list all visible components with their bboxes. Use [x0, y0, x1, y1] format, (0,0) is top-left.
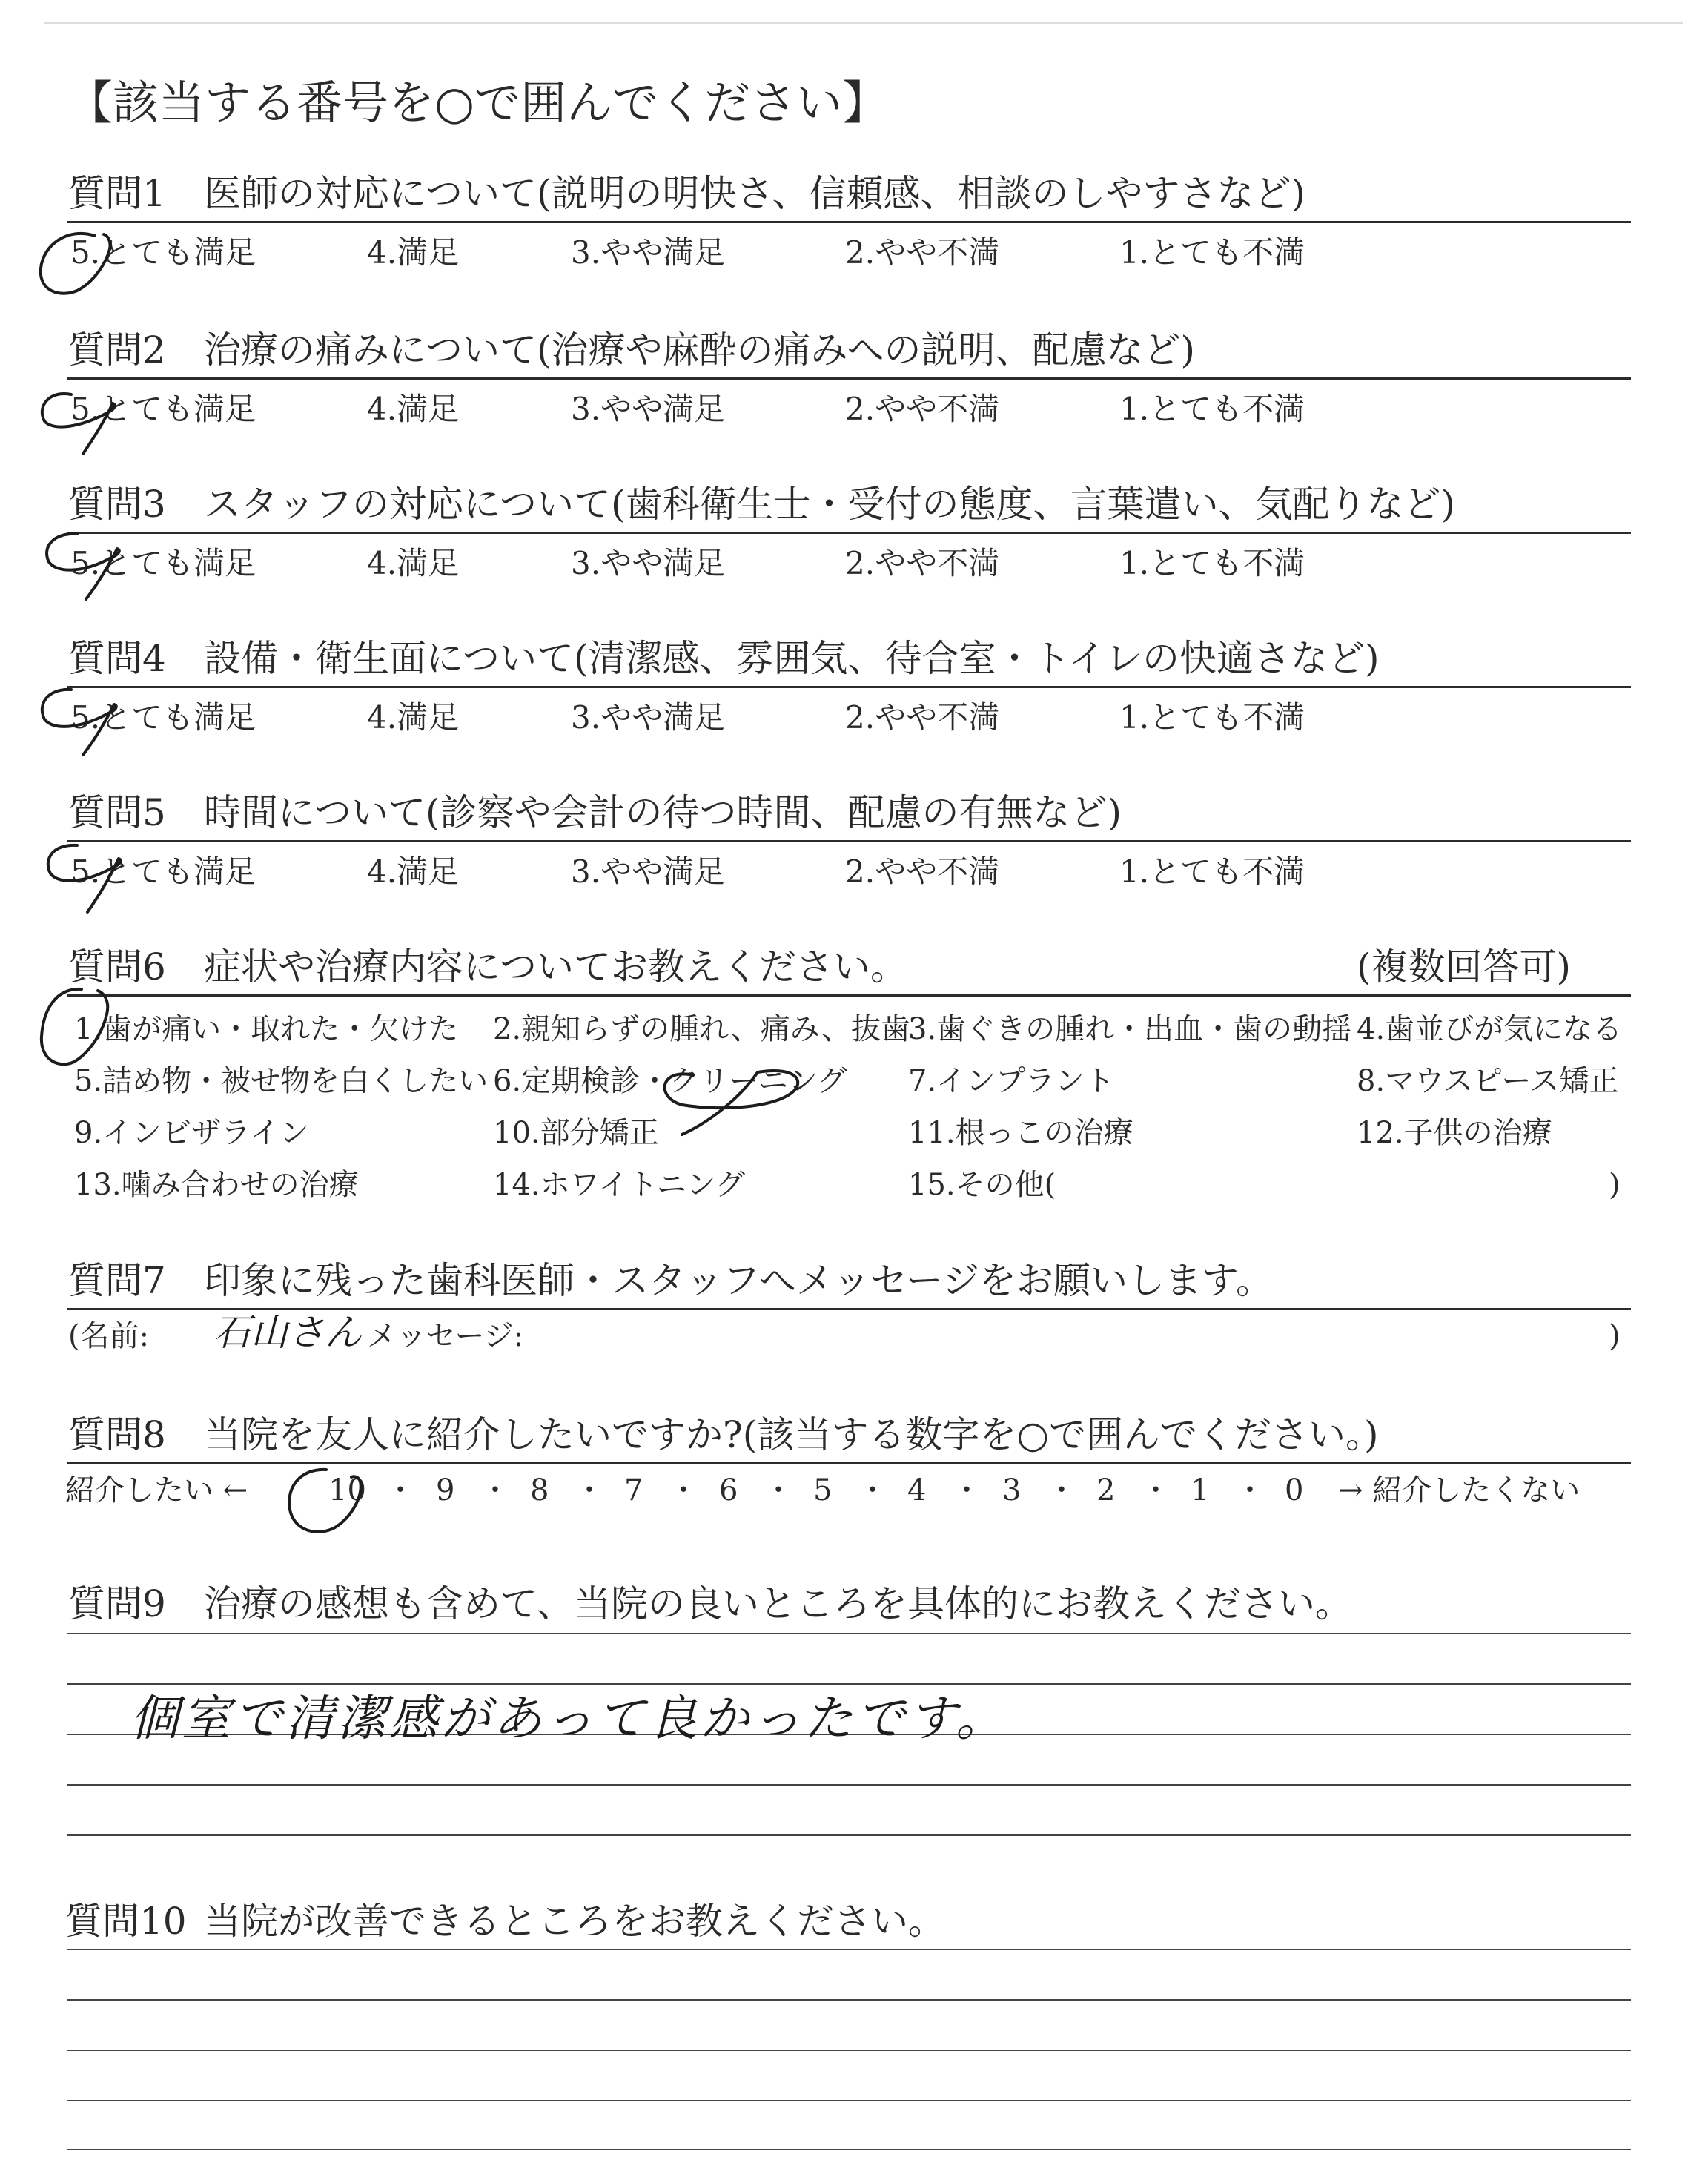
- q3-option-2[interactable]: 2.やや不満: [845, 545, 1000, 581]
- q2-text: 治療の痛みについて(治療や麻酔の痛みへの説明、配慮など): [204, 328, 1196, 371]
- q2-rule: [67, 377, 1631, 380]
- q3-rule: [67, 532, 1631, 534]
- q8-label: 質問8: [68, 1413, 166, 1456]
- q8-scale-dot: ・: [952, 1473, 982, 1507]
- q9-answer-handwritten[interactable]: 個室で清潔感があって良かったです。: [130, 1690, 1008, 1747]
- q2-option-5[interactable]: 5.とても満足: [70, 391, 256, 427]
- q8-scale-dot: ・: [764, 1473, 793, 1507]
- q6-label: 質問6: [68, 945, 166, 988]
- q5-option-4[interactable]: 4.満足: [367, 853, 460, 890]
- q2-option-2[interactable]: 2.やや不満: [845, 391, 1000, 427]
- q10-answer-line: [67, 1949, 1631, 1950]
- q7-text: 印象に残った歯科医師・スタッフへメッセージをお願いします。: [204, 1259, 1273, 1302]
- q10-label: 質問10: [65, 1900, 187, 1943]
- q7-label: 質問7: [68, 1259, 166, 1302]
- q8-scale-dot: ・: [385, 1473, 415, 1507]
- q3-option-4[interactable]: 4.満足: [367, 545, 460, 581]
- q7-close-paren: ): [1609, 1319, 1621, 1353]
- q8-scale-dot: ・: [1047, 1473, 1076, 1507]
- q6-option-1[interactable]: 1.歯が痛い・取れた・欠けた: [74, 1012, 459, 1046]
- q3-option-5[interactable]: 5.とても満足: [70, 545, 256, 581]
- q10-answer-line: [67, 2050, 1631, 2051]
- q5-label: 質問5: [68, 791, 166, 834]
- q1-label: 質問1: [68, 172, 166, 215]
- q9-answer-line: [67, 1683, 1631, 1685]
- q1-option-3[interactable]: 3.やや満足: [571, 234, 726, 271]
- q1-option-5[interactable]: 5.とても満足: [70, 234, 256, 271]
- q9-text: 治療の感想も含めて、当院の良いところを具体的にお教えください。: [204, 1582, 1352, 1625]
- q4-label: 質問4: [68, 637, 166, 680]
- q8-right-label: → 紹介したくない: [1338, 1473, 1580, 1507]
- q8-scale-3[interactable]: 3: [1002, 1473, 1022, 1507]
- q8-scale-dot: ・: [575, 1473, 604, 1507]
- q1-option-4[interactable]: 4.満足: [367, 234, 460, 271]
- q7-name-handwritten[interactable]: 石山さん: [214, 1311, 362, 1354]
- q8-scale-0[interactable]: 0: [1285, 1473, 1304, 1507]
- q6-option-7[interactable]: 7.インプラント: [908, 1064, 1115, 1098]
- q5-option-1[interactable]: 1.とても不満: [1119, 853, 1305, 890]
- q5-option-3[interactable]: 3.やや満足: [571, 853, 726, 890]
- q3-option-3[interactable]: 3.やや満足: [571, 545, 726, 581]
- q8-rule: [67, 1462, 1631, 1464]
- q6-rule: [67, 994, 1631, 997]
- q5-option-5[interactable]: 5.とても満足: [70, 853, 256, 890]
- q5-text: 時間について(診察や会計の待つ時間、配慮の有無など): [204, 791, 1122, 834]
- q6-option-8[interactable]: 8.マウスピース矯正: [1357, 1064, 1619, 1098]
- q10-text: 当院が改善できるところをお教えください。: [204, 1900, 945, 1943]
- q8-scale-9[interactable]: 9: [436, 1473, 455, 1507]
- q6-option-9[interactable]: 9.インビザライン: [74, 1116, 309, 1150]
- q10-answer-line: [67, 2149, 1631, 2150]
- q3-label: 質問3: [68, 483, 166, 526]
- q8-scale-1[interactable]: 1: [1191, 1473, 1210, 1507]
- q4-option-5[interactable]: 5.とても満足: [70, 699, 256, 736]
- q1-rule: [67, 221, 1631, 223]
- q8-scale-2[interactable]: 2: [1096, 1473, 1116, 1507]
- q9-answer-line: [67, 1633, 1631, 1634]
- q3-text: スタッフの対応について(歯科衛生士・受付の態度、言葉遣い、気配りなど): [204, 483, 1456, 526]
- q4-rule: [67, 686, 1631, 688]
- q8-scale-dot: ・: [1235, 1473, 1265, 1507]
- q2-option-3[interactable]: 3.やや満足: [571, 391, 726, 427]
- q4-option-3[interactable]: 3.やや満足: [571, 699, 726, 736]
- q1-text: 医師の対応について(説明の明快さ、信頼感、相談のしやすさなど): [204, 172, 1306, 215]
- q6-option-14[interactable]: 14.ホワイトニング: [493, 1168, 746, 1202]
- q8-scale-6[interactable]: 6: [719, 1473, 738, 1507]
- q8-scale-4[interactable]: 4: [907, 1473, 927, 1507]
- q6-option-4[interactable]: 4.歯並びが気になる: [1357, 1012, 1623, 1046]
- q6-option-6[interactable]: 6.定期検診・クリーニング: [493, 1064, 847, 1098]
- q8-scale-dot: ・: [858, 1473, 887, 1507]
- q6-option-10[interactable]: 10.部分矯正: [493, 1116, 659, 1150]
- q8-scale-5[interactable]: 5: [813, 1473, 833, 1507]
- q6-option-5[interactable]: 5.詰め物・被せ物を白くしたい: [74, 1064, 489, 1098]
- q8-scale-dot: ・: [480, 1473, 510, 1507]
- q5-rule: [67, 840, 1631, 842]
- q9-answer-line: [67, 1784, 1631, 1786]
- q6-option-3[interactable]: 3.歯ぐきの腫れ・出血・歯の動揺: [908, 1012, 1352, 1046]
- q4-option-4[interactable]: 4.満足: [367, 699, 460, 736]
- q8-left-label: 紹介したい ←: [65, 1473, 248, 1507]
- q1-option-1[interactable]: 1.とても不満: [1119, 234, 1305, 271]
- q7-rule: [67, 1308, 1631, 1310]
- q6-option-12[interactable]: 12.子供の治療: [1357, 1116, 1552, 1150]
- q1-option-2[interactable]: 2.やや不満: [845, 234, 1000, 271]
- q2-label: 質問2: [68, 328, 166, 371]
- q6-option-11[interactable]: 11.根っこの治療: [908, 1116, 1133, 1150]
- q6-option-13[interactable]: 13.噛み合わせの治療: [74, 1168, 359, 1202]
- q5-option-2[interactable]: 2.やや不満: [845, 853, 1000, 890]
- q9-label: 質問9: [68, 1582, 166, 1625]
- q9-answer-line: [67, 1834, 1631, 1836]
- q6-text: 症状や治療内容についてお教えください。: [204, 945, 907, 988]
- q10-answer-line: [67, 2100, 1631, 2101]
- q8-scale-8[interactable]: 8: [530, 1473, 549, 1507]
- q6-option-15-close-paren: ): [1609, 1168, 1621, 1202]
- instruction-header: 【該当する番号を○で囲んでください】: [67, 76, 889, 130]
- q3-option-1[interactable]: 1.とても不満: [1119, 545, 1305, 581]
- q6-note: (複数回答可): [1357, 945, 1572, 988]
- q4-option-1[interactable]: 1.とても不満: [1119, 699, 1305, 736]
- q8-text: 当院を友人に紹介したいですか?(該当する数字を○で囲んでください。): [204, 1413, 1379, 1456]
- q4-option-2[interactable]: 2.やや不満: [845, 699, 1000, 736]
- q8-scale-dot: ・: [1141, 1473, 1171, 1507]
- q8-scale-10[interactable]: 10: [328, 1473, 366, 1507]
- q6-option-15[interactable]: 15.その他(: [908, 1168, 1056, 1202]
- page-top-edge: [44, 22, 1683, 24]
- q8-scale-dot: ・: [669, 1473, 698, 1507]
- q2-option-4[interactable]: 4.満足: [367, 391, 460, 427]
- q4-text: 設備・衛生面について(清潔感、雰囲気、待合室・トイレの快適さなど): [204, 637, 1380, 680]
- q7-message-label: メッセージ:: [367, 1319, 524, 1353]
- q10-answer-line: [67, 1999, 1631, 2001]
- q2-option-1[interactable]: 1.とても不満: [1119, 391, 1305, 427]
- q6-option-2[interactable]: 2.親知らずの腫れ、痛み、抜歯: [493, 1012, 910, 1046]
- q8-scale-7[interactable]: 7: [624, 1473, 643, 1507]
- q7-name-label: (名前:: [68, 1319, 150, 1353]
